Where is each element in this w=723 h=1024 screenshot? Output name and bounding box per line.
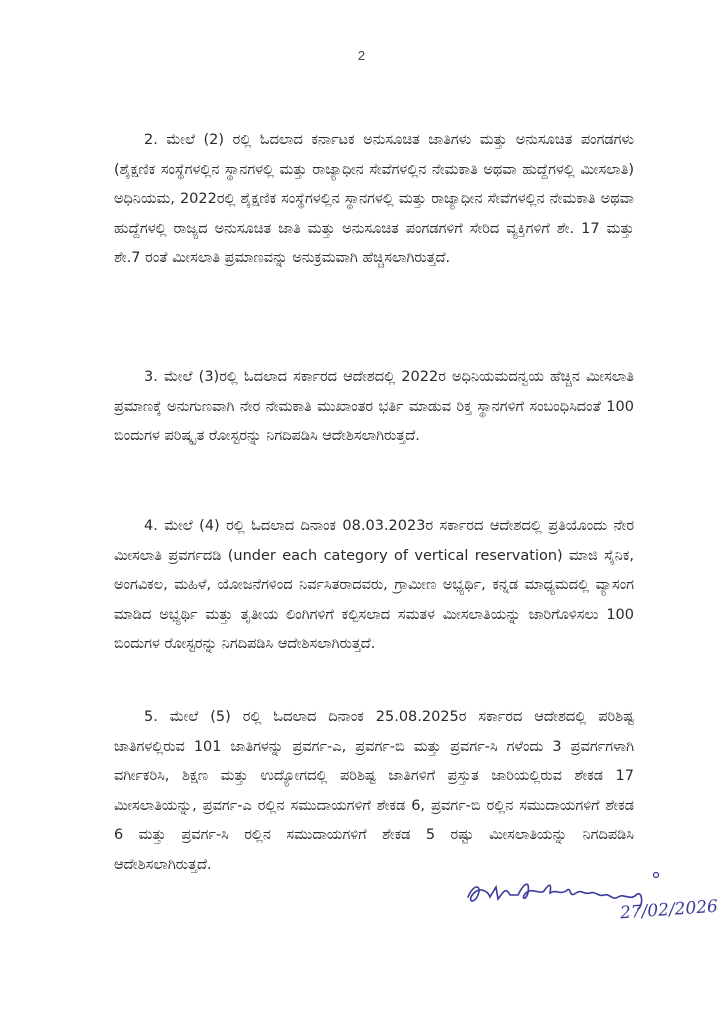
page-number: 2 bbox=[357, 48, 366, 63]
paragraph-4 bbox=[114, 512, 634, 660]
paragraph-3-text: 3. ಮೇಲೆ (3)ರಲ್ಲಿ ಓದಲಾದ ಸರ್ಕಾರದ ಆದೇಶದಲ್ಲಿ 2022ರ ಅಧಿನಿಯಮದನ್ವಯ ಹೆಚ್ಚಿನ ಮೀಸಲಾತಿ ಪ್ರಮಾಣಕ್ಕೆ ಅನುಗುಣವಾಗಿ ನೇರ ನೇಮಕಾತಿ ಮುಖಾಂತರ ಭರ್ತಿ ಮಾಡುವ ರಿಕ್ತ ಸ್ಥಾನಗಳಿಗೆ ಸಂಬಂಧಿಸಿದಂತೆ 100 ಬಿಂದುಗಳ ಪರಿಷ್ಕೃತ ರೋಸ್ಟರನ್ನು ನಿಗದಿಪಡಿಸಿ ಆದೇಶಿಸಲಾಗಿರುತ್ತದೆ. bbox=[114, 369, 634, 444]
paragraph-3 bbox=[114, 363, 634, 452]
paragraph-5 bbox=[114, 703, 634, 880]
paragraph-5-text: 5. ಮೇಲೆ (5) ರಲ್ಲಿ ಓದಲಾದ ದಿನಾಂಕ 25.08.2025ರ ಸರ್ಕಾರದ ಆದೇಶದಲ್ಲಿ ಪರಿಶಿಷ್ಟ ಜಾತಿಗಳಲ್ಲಿರುವ 101 ಜಾತಿಗಳನ್ನು ಪ್ರವರ್ಗ-ಎ, ಪ್ರವರ್ಗ-ಬಿ ಮತ್ತು ಪ್ರವರ್ಗ-ಸಿ ಗಳೆಂದು 3 ಪ್ರವರ್ಗಗಳಾಗಿ ವರ್ಗೀಕರಿಸಿ, ಶಿಕ್ಷಣ ಮತ್ತು ಉದ್ಯೋಗದಲ್ಲಿ ಪರಿಶಿಷ್ಟ ಜಾತಿಗಳಿಗೆ ಪ್ರಸ್ತುತ ಜಾರಿಯಲ್ಲಿರುವ ಶೇಕಡ 17 ಮೀಸಲಾತಿಯನ್ನು, ಪ್ರವರ್ಗ-ಎ ರಲ್ಲಿನ ಸಮುದಾಯಗಳಿಗೆ ಶೇಕಡ 6, ಪ್ರವರ್ಗ-ಬಿ ರಲ್ಲಿನ ಸಮುದಾಯಗಳಿಗೆ ಶೇಕಡ 6 ಮತ್ತು ಪ್ರವರ್ಗ-ಸಿ ರಲ್ಲಿನ ಸಮುದಾಯಗಳಿಗೆ ಶೇಕಡ 5 ರಷ್ಟು ಮೀಸಲಾತಿಯನ್ನು ನಿಗದಿಪಡಿಸಿ ಆದೇಶಿಸಲಾಗಿರುತ್ತದೆ. bbox=[114, 709, 634, 873]
paragraph-2-text: 2. ಮೇಲೆ (2) ರಲ್ಲಿ ಓದಲಾದ ಕರ್ನಾಟಕ ಅನುಸೂಚಿತ ಜಾತಿಗಳು ಮತ್ತು ಅನುಸೂಚಿತ ಪಂಗಡಗಳು (ಶೈಕ್ಷಣಿಕ ಸಂಸ್ಥೆಗಳಲ್ಲಿನ ಸ್ಥಾನಗಳಲ್ಲಿ ಮತ್ತು ರಾಜ್ಯಾಧೀನ ಸೇವೆಗಳಲ್ಲಿನ ನೇಮಕಾತಿ ಅಥವಾ ಹುದ್ದೆಗಳಲ್ಲಿ ಮೀಸಲಾತಿ) ಅಧಿನಿಯಮ, 2022ರಲ್ಲಿ ಶೈಕ್ಷಣಿಕ ಸಂಸ್ಥೆಗಳಲ್ಲಿನ ಸ್ಥಾನಗಳಲ್ಲಿ ಮತ್ತು ರಾಜ್ಯಾಧೀನ ಸೇವೆಗಳಲ್ಲಿನ ನೇಮಕಾತಿ ಅಥವಾ ಹುದ್ದೆಗಳಲ್ಲಿ ರಾಜ್ಯದ ಅನುಸೂಚಿತ ಜಾತಿ ಮತ್ತು ಅನುಸೂಚಿತ ಪಂಗಡಗಳಿಗೆ ಸೇರಿದ ವ್ಯಕ್ತಿಗಳಿಗೆ ಶೇ. 17 ಮತ್ತು ಶೇ.7 ರಂತೆ ಮೀಸಲಾತಿ ಪ್ರಮಾಣವನ್ನು ಅನುಕ್ರಮವಾಗಿ ಹೆಚ್ಚಿಸಲಾಗಿರುತ್ತದೆ. bbox=[114, 132, 634, 266]
paragraph-2 bbox=[114, 126, 634, 274]
paragraph-4-text: 4. ಮೇಲೆ (4) ರಲ್ಲಿ ಓದಲಾದ ದಿನಾಂಕ 08.03.2023ರ ಸರ್ಕಾರದ ಆದೇಶದಲ್ಲಿ ಪ್ರತಿಯೊಂದು ನೇರ ಮೀಸಲಾತಿ ಪ್ರವರ್ಗದಡಿ (under each category of vertical reservation) ಮಾಜಿ ಸೈನಿಕ, ಅಂಗವಿಕಲ, ಮಹಿಳೆ, ಯೋಜನೆಗಳಿಂದ ನಿರ್ವಸಿತರಾದವರು, ಗ್ರಾಮೀಣ ಅಭ್ಯರ್ಥಿ, ಕನ್ನಡ ಮಾಧ್ಯಮದಲ್ಲಿ ವ್ಯಾಸಂಗ ಮಾಡಿದ ಅಭ್ಯರ್ಥಿ ಮತ್ತು ತೃತೀಯ ಲಿಂಗಿಗಳಿಗೆ ಕಲ್ಪಿಸಲಾದ ಸಮತಳ ಮೀಸಲಾತಿಯನ್ನು ಜಾರಿಗೊಳಿಸಲು 100 ಬಿಂದುಗಳ ರೋಸ್ಟರನ್ನು ನಿಗದಿಪಡಿಸಿ ಆದೇಶಿಸಲಾಗಿರುತ್ತದೆ. bbox=[114, 518, 634, 652]
signature-date: 27/02/2026 bbox=[619, 896, 719, 924]
